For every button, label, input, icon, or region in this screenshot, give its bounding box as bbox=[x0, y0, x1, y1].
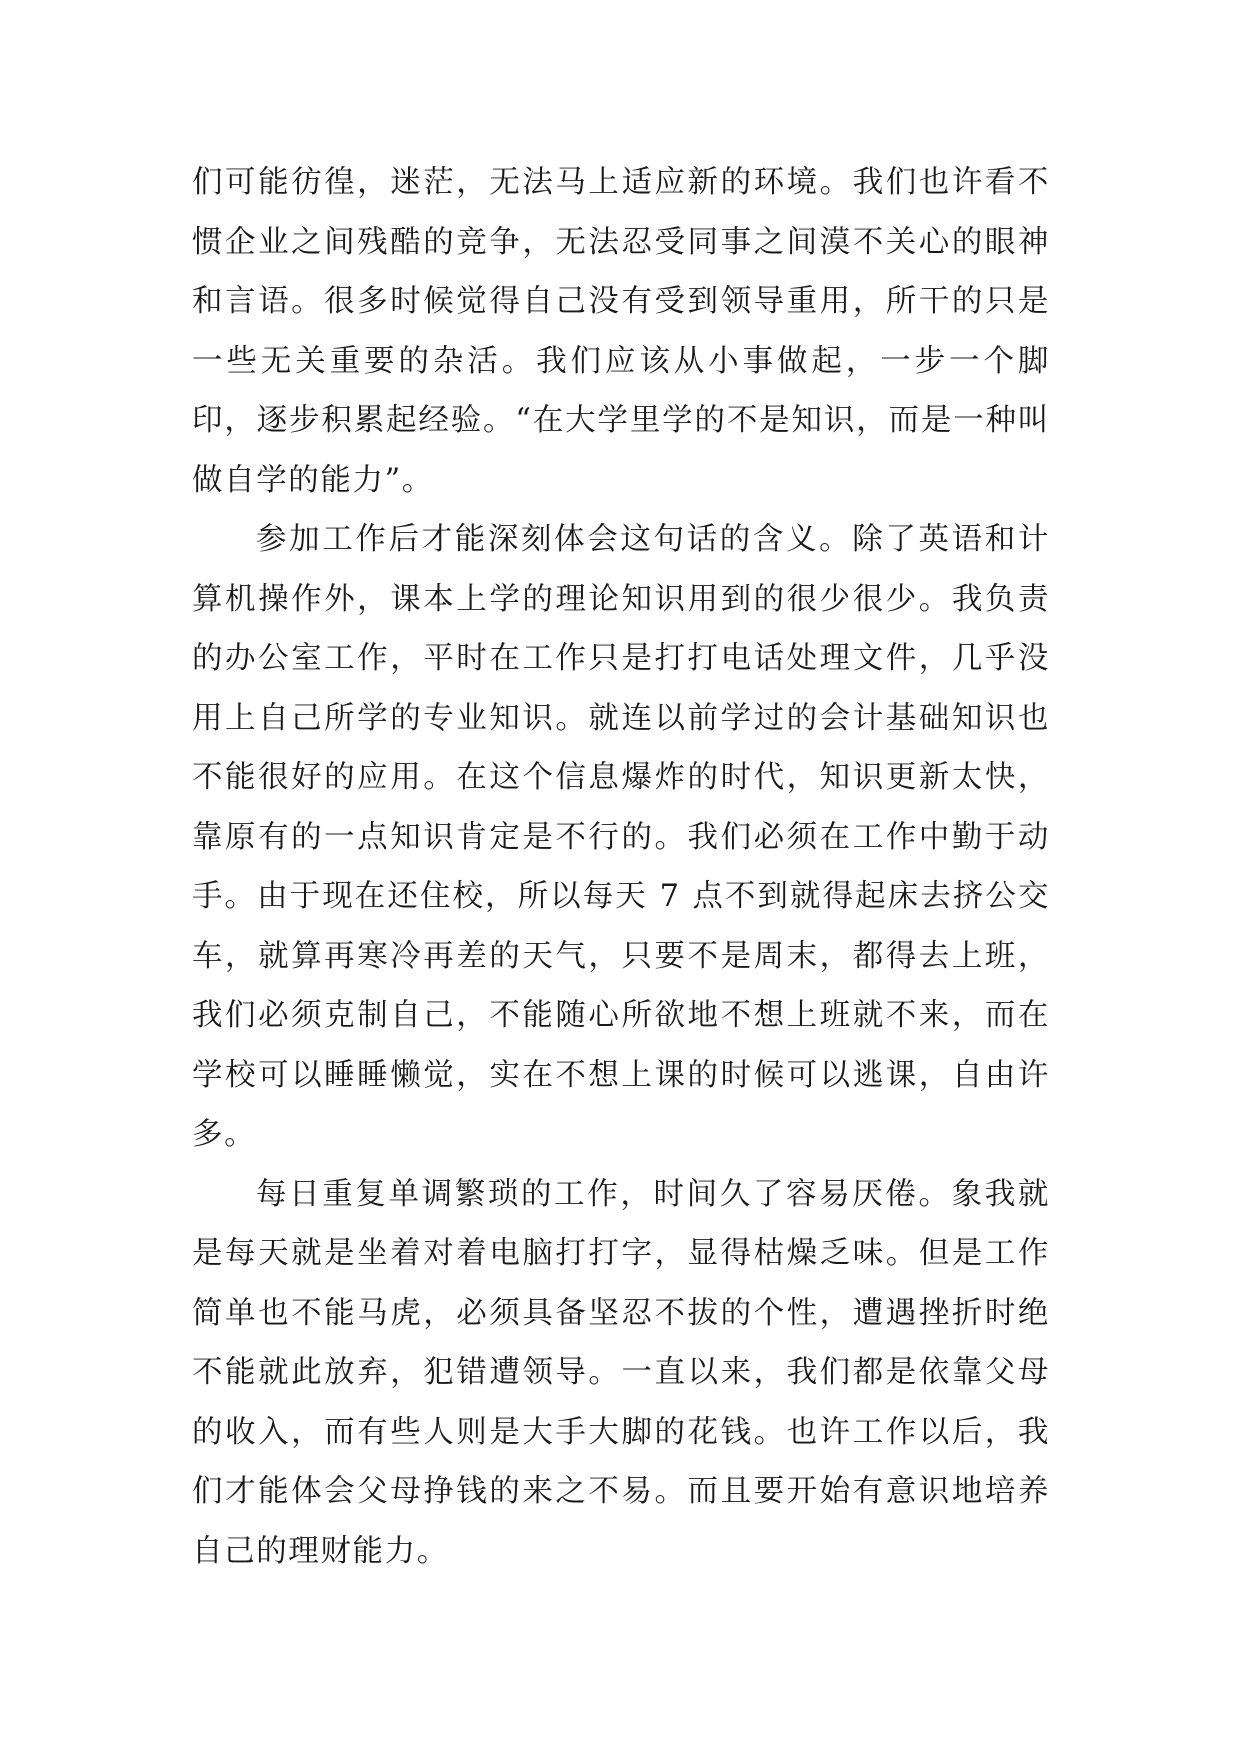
paragraph-3: 每日重复单调繁琐的工作，时间久了容易厌倦。象我就是每天就是坐着对着电脑打打字，显得枯燥乏味。但是工作简单也不能马虎，必须具备坚忍不拔的个性，遭遇挫折时绝不能就此放弃，犯错遭领导。一直以来，我们都是依靠父母的收入，而有些人则是大手大脚的花钱。也许工作以后，我们才能体会父母挣钱的来之不易。而且要开始有意识地培养自己的理财能力。 bbox=[192, 1176, 1050, 1569]
document-body bbox=[192, 153, 1050, 1581]
paragraph-1: 们可能彷徨，迷茫，无法马上适应新的环境。我们也许看不惯企业之间残酷的竞争，无法忍受同事之间漠不关心的眼神和言语。很多时候觉得自己没有受到领导重用，所干的只是一些无关重要的杂活。我们应该从小事做起，一步一个脚印，逐步积累起经验。“在大学里学的不是知识，而是一种叫做自学的能力”。 bbox=[192, 165, 1050, 498]
paragraph-2: 参加工作后才能深刻体会这句话的含义。除了英语和计算机操作外，课本上学的理论知识用到的很少很少。我负责的办公室工作，平时在工作只是打打电话处理文件，几乎没用上自己所学的专业知识。就连以前学过的会计基础知识也不能很好的应用。在这个信息爆炸的时代，知识更新太快，靠原有的一点知识肯定是不行的。我们必须在工作中勤于动手。由于现在还住校，所以每天 7 点不到就得起床去挤公交车，就算再寒冷再差的天气，只要不是周末，都得去上班，我们必须克制自己，不能随心所欲地不想上班就不来，而在学校可以睡睡懒觉，实在不想上课的时候可以逃课，自由许多。 bbox=[192, 522, 1050, 1152]
